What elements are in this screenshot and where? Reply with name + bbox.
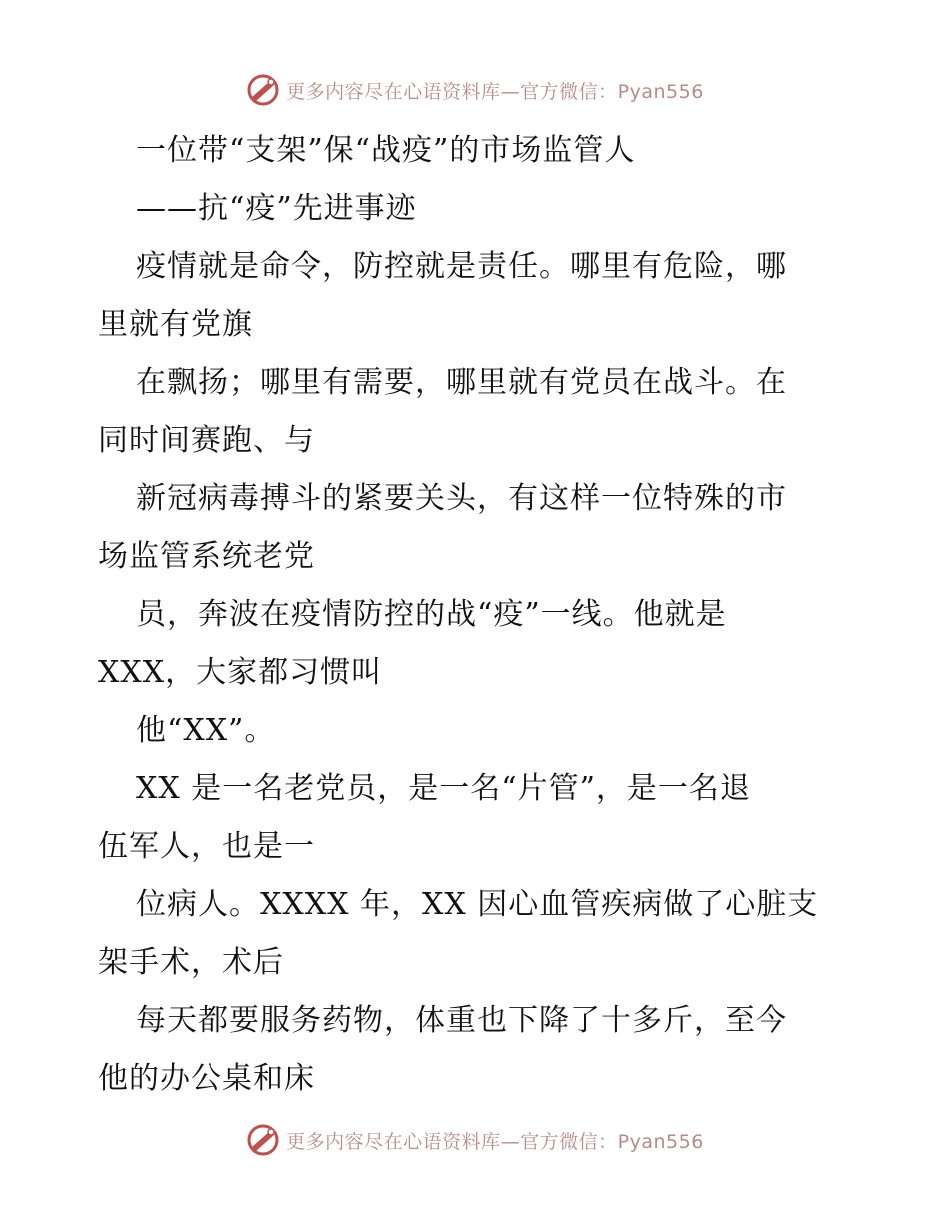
doc-line: 他“XX”。: [136, 713, 276, 748]
document-body: [98, 122, 853, 1108]
header-watermark: [0, 70, 950, 110]
doc-line: XX 是一名老党员，是一名“片管”，是一名退: [136, 771, 751, 806]
doc-line: 伍军人，也是一: [98, 829, 315, 864]
doc-line: XXX，大家都习惯叫: [98, 655, 383, 690]
logo-icon: [246, 1123, 280, 1157]
doc-line: 员，奔波在疫情防控的战“疫”一线。他就是: [136, 597, 727, 632]
watermark-text: 更多内容尽在心语资料库—官方微信：Pyan556: [286, 1130, 704, 1153]
doc-line: 在飘扬；哪里有需要，哪里就有党员在战斗。在: [136, 365, 787, 400]
doc-line: 架手术，术后: [98, 945, 284, 980]
doc-line: 疫情就是命令，防控就是责任。哪里有危险，哪: [136, 249, 787, 284]
doc-line: 他的办公桌和床: [98, 1061, 315, 1096]
footer-watermark: [0, 1120, 950, 1160]
doc-line: 每天都要服务药物，体重也下降了十多斤，至今: [136, 1003, 787, 1038]
logo-icon: [246, 73, 280, 107]
watermark-text: 更多内容尽在心语资料库—官方微信：Pyan556: [286, 80, 704, 103]
doc-line: 场监管系统老党: [98, 539, 315, 574]
doc-subtitle: ——抗“疫”先进事迹: [136, 191, 417, 226]
doc-title: 一位带“支架”保“战疫”的市场监管人: [136, 133, 636, 168]
doc-line: 新冠病毒搏斗的紧要关头，有这样一位特殊的市: [136, 481, 787, 516]
doc-line: 位病人。XXXX 年，XX 因心血管疾病做了心脏支: [136, 887, 819, 922]
doc-line: 同时间赛跑、与: [98, 423, 315, 458]
doc-line: 里就有党旗: [98, 307, 253, 342]
